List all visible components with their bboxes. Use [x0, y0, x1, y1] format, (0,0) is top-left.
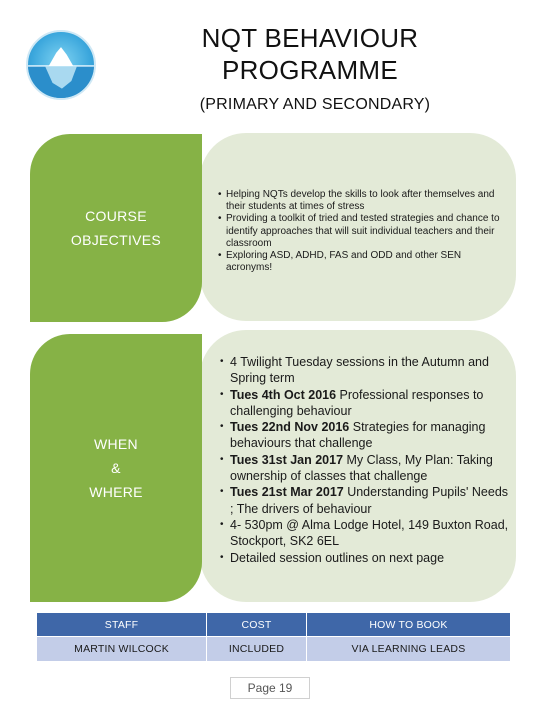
iceberg-logo — [26, 30, 96, 100]
list-item: • Tues 4th Oct 2016 Professional responses to challenging behaviour — [220, 387, 510, 420]
ampersand-label: & — [111, 460, 121, 476]
course-info-table — [36, 612, 511, 662]
header-how-to-book: HOW TO BOOK — [306, 613, 510, 637]
list-item: • 4- 530pm @ Alma Lodge Hotel, 149 Buxton Road, Stockport, SK2 6EL — [220, 517, 510, 550]
list-item: • Tues 21st Mar 2017 Understanding Pupils' Needs ; The drivers of behaviour — [220, 484, 510, 517]
cell-staff: MARTIN WILCOCK — [37, 637, 207, 662]
when-label: WHEN — [94, 436, 138, 452]
course-objectives-label-box — [30, 134, 202, 322]
page-subtitle: (PRIMARY AND SECONDARY) — [199, 96, 431, 113]
list-item: • Providing a toolkit of tried and tested strategies and chance to identify approaches that will suit individual teachers and their classroom — [218, 213, 508, 250]
cell-cost: INCLUDED — [207, 637, 307, 662]
sessions-list — [220, 354, 510, 566]
page-title — [160, 22, 460, 86]
list-item: • Tues 22nd Nov 2016 Strategies for managing behaviours that challenge — [220, 419, 510, 452]
header-staff: STAFF — [37, 613, 207, 637]
page-number: Page 19 — [230, 677, 310, 699]
title-line-1: NQT BEHAVIOUR — [201, 23, 419, 53]
objectives-label-line-2: OBJECTIVES — [70, 232, 162, 248]
title-line-2: PROGRAMME — [221, 55, 399, 85]
list-item: • 4 Twilight Tuesday sessions in the Autumn and Spring term — [220, 354, 510, 387]
list-item: • Detailed session outlines on next page — [220, 550, 510, 566]
iceberg-icon — [28, 32, 94, 98]
header-cost: COST — [207, 613, 307, 637]
list-item: • Tues 31st Jan 2017 My Class, My Plan: Taking ownership of classes that challenge — [220, 452, 510, 485]
table-row — [37, 637, 511, 662]
list-item: • Helping NQTs develop the skills to look after themselves and their students at times of stress — [218, 189, 508, 213]
table-header-row — [37, 613, 511, 637]
when-where-label-box — [30, 334, 202, 602]
where-label: WHERE — [89, 484, 143, 500]
cell-how-to-book: VIA LEARNING LEADS — [306, 637, 510, 662]
list-item: • Exploring ASD, ADHD, FAS and ODD and other SEN acronyms! — [218, 250, 508, 274]
objectives-label-line-1: COURSE — [85, 208, 147, 224]
objectives-list — [218, 189, 508, 274]
